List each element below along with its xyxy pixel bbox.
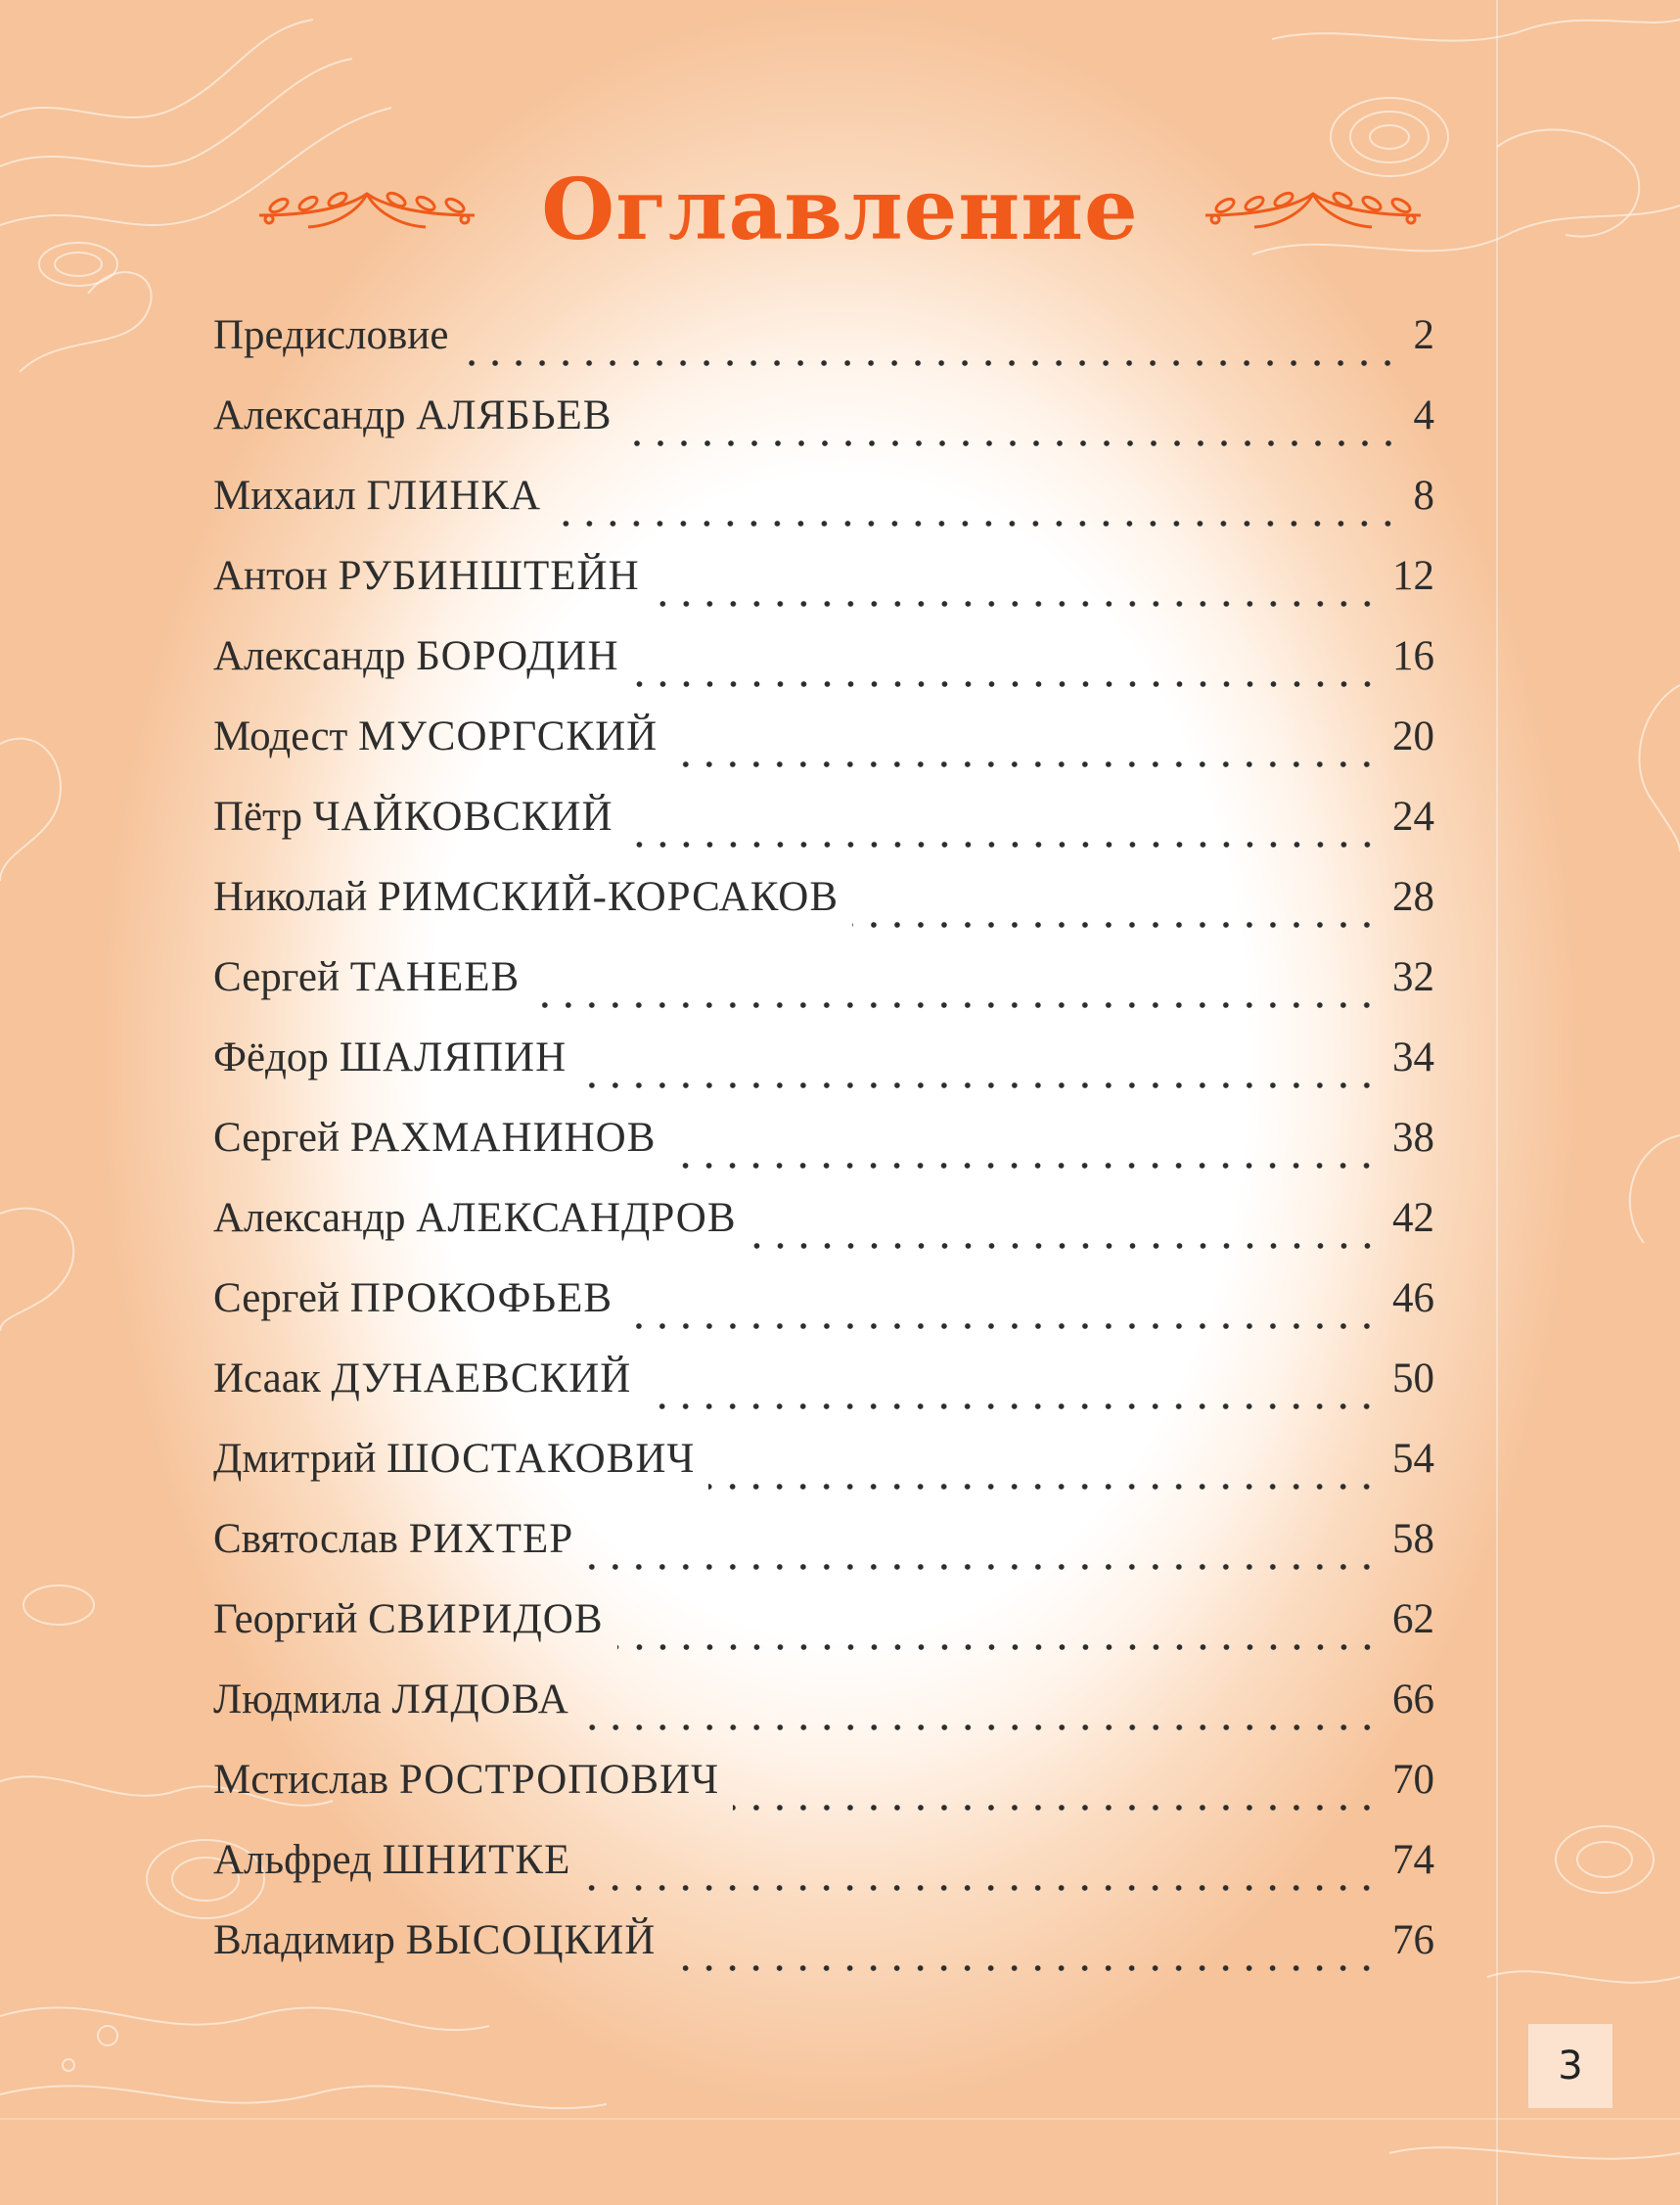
toc-first-name: Николай xyxy=(213,874,368,920)
toc-first-name: Владимир xyxy=(213,1917,395,1963)
toc-entry[interactable] xyxy=(213,712,1434,793)
toc-entry[interactable] xyxy=(213,873,1434,953)
heading-row xyxy=(0,147,1680,274)
toc-page-number: 50 xyxy=(1392,1355,1434,1401)
toc-first-name: Александр xyxy=(213,392,406,438)
dot-leader xyxy=(617,1644,1379,1650)
toc-entry[interactable] xyxy=(213,1595,1434,1676)
toc-entry[interactable] xyxy=(213,1676,1434,1756)
toc-last-name: АЛЯБЬЕВ xyxy=(416,392,613,438)
toc-last-name: ПРОКОФЬЕВ xyxy=(349,1275,613,1321)
toc-page-number: 20 xyxy=(1392,713,1434,759)
toc-entry[interactable] xyxy=(213,1435,1434,1515)
toc-page-number: 70 xyxy=(1392,1757,1434,1803)
page-title: Оглавление xyxy=(541,161,1139,259)
toc-last-name: РУБИНШТЕЙН xyxy=(338,553,640,599)
toc-first-name: Альфред xyxy=(213,1837,372,1883)
toc-entry[interactable] xyxy=(213,552,1434,632)
toc-entry[interactable] xyxy=(213,472,1434,552)
toc-first-name: Исаак xyxy=(213,1355,321,1401)
toc-page-number: 28 xyxy=(1392,874,1434,920)
dot-leader xyxy=(555,521,1399,527)
dot-leader xyxy=(669,1163,1379,1169)
toc-page-number: 66 xyxy=(1392,1677,1434,1723)
dot-leader xyxy=(645,1403,1379,1409)
toc-entry[interactable] xyxy=(213,793,1434,873)
toc-first-name: Пётр xyxy=(213,794,302,840)
dot-leader xyxy=(462,360,1399,366)
dot-leader xyxy=(533,1002,1379,1008)
toc-page-number: 74 xyxy=(1392,1837,1434,1883)
dot-leader xyxy=(654,601,1379,607)
toc-last-name: СВИРИДОВ xyxy=(368,1596,604,1642)
toc-last-name: ШАЛЯПИН xyxy=(339,1034,568,1080)
dot-leader xyxy=(587,1564,1379,1570)
dot-leader xyxy=(580,1082,1379,1088)
toc-last-name: ШОСТАКОВИЧ xyxy=(386,1436,696,1482)
dot-leader xyxy=(626,1323,1379,1329)
toc-first-name: Антон xyxy=(213,553,328,599)
toc-first-name: Сергей xyxy=(213,954,340,1000)
toc-first-name: Михаил xyxy=(213,473,356,519)
toc-last-name: РИХТЕР xyxy=(408,1516,574,1562)
toc-page-number: 4 xyxy=(1413,392,1434,438)
toc-first-name: Фёдор xyxy=(213,1034,329,1080)
toc-last-name: РИМСКИЙ-КОРСАКОВ xyxy=(378,874,840,920)
toc-page-number: 16 xyxy=(1392,633,1434,679)
toc-page-number: 76 xyxy=(1392,1917,1434,1963)
toc-last-name: РАХМАНИНОВ xyxy=(349,1115,657,1161)
toc-entry[interactable] xyxy=(213,632,1434,712)
dot-leader xyxy=(852,922,1379,928)
toc-entry[interactable] xyxy=(213,391,1434,472)
toc-first-name: Святослав xyxy=(213,1516,398,1562)
toc-last-name: ЛЯДОВА xyxy=(391,1677,569,1723)
toc-first-name: Сергей xyxy=(213,1115,340,1161)
toc-page-number: 34 xyxy=(1392,1034,1434,1080)
toc-page-number: 46 xyxy=(1392,1275,1434,1321)
toc-page-number: 38 xyxy=(1392,1115,1434,1161)
toc-page-number: 58 xyxy=(1392,1516,1434,1562)
toc-entry[interactable] xyxy=(213,953,1434,1034)
table-of-contents xyxy=(213,311,1434,1997)
toc-last-name: ШНИТКЕ xyxy=(382,1837,571,1883)
toc-first-name: Дмитрий xyxy=(213,1436,377,1482)
page-number: 3 xyxy=(1558,2044,1583,2089)
toc-last-name: РОСТРОПОВИЧ xyxy=(398,1757,720,1803)
dot-leader xyxy=(669,1965,1379,1971)
toc-page-number: 2 xyxy=(1413,312,1434,358)
dot-leader xyxy=(671,761,1379,767)
dot-leader xyxy=(633,681,1379,687)
dot-leader xyxy=(627,842,1379,848)
dot-leader xyxy=(708,1484,1379,1490)
toc-first-name: Людмила xyxy=(213,1677,382,1723)
toc-last-name: ТАНЕЕВ xyxy=(349,954,521,1000)
leaf-ornament-icon xyxy=(250,186,484,235)
toc-first-name: Александр xyxy=(213,1195,406,1241)
toc-page-number: 12 xyxy=(1392,553,1434,599)
page-number-box xyxy=(1528,2024,1612,2108)
dot-leader xyxy=(626,440,1400,446)
toc-entry[interactable] xyxy=(213,1756,1434,1836)
toc-page-number: 54 xyxy=(1392,1436,1434,1482)
toc-entry[interactable] xyxy=(213,1355,1434,1435)
toc-page-number: 24 xyxy=(1392,794,1434,840)
dot-leader xyxy=(733,1805,1379,1811)
toc-first-name: Георгий xyxy=(213,1596,358,1642)
leaf-ornament-icon xyxy=(1196,186,1430,235)
toc-entry[interactable] xyxy=(213,1274,1434,1355)
dot-leader xyxy=(583,1724,1379,1730)
toc-first-name: Модест xyxy=(213,713,348,759)
toc-entry[interactable] xyxy=(213,1034,1434,1114)
toc-last-name: ДУНАЕВСКИЙ xyxy=(331,1355,632,1401)
toc-entry[interactable] xyxy=(213,1916,1434,1997)
toc-entry[interactable] xyxy=(213,1194,1434,1274)
toc-first-name: Сергей xyxy=(213,1275,340,1321)
toc-page-number: 42 xyxy=(1392,1195,1434,1241)
toc-entry[interactable] xyxy=(213,1515,1434,1595)
toc-page-number: 8 xyxy=(1413,473,1434,519)
toc-page-number: 62 xyxy=(1392,1596,1434,1642)
toc-last-name: ВЫСОЦКИЙ xyxy=(405,1917,657,1963)
toc-last-name: ЧАЙКОВСКИЙ xyxy=(312,794,613,840)
toc-last-name: БОРОДИН xyxy=(416,633,619,679)
toc-page-number: 32 xyxy=(1392,954,1434,1000)
toc-last-name: АЛЕКСАНДРОВ xyxy=(416,1195,737,1241)
toc-entry[interactable] xyxy=(213,1836,1434,1916)
dot-leader xyxy=(750,1243,1379,1249)
toc-first-name: Александр xyxy=(213,633,406,679)
toc-last-name: ГЛИНКА xyxy=(366,473,542,519)
toc-last-name: МУСОРГСКИЙ xyxy=(358,713,658,759)
toc-first-name: Мстислав xyxy=(213,1757,389,1803)
dot-leader xyxy=(584,1885,1379,1891)
toc-entry[interactable] xyxy=(213,311,1434,391)
toc-entry[interactable] xyxy=(213,1114,1434,1194)
toc-first-name: Предисловие xyxy=(213,312,449,358)
